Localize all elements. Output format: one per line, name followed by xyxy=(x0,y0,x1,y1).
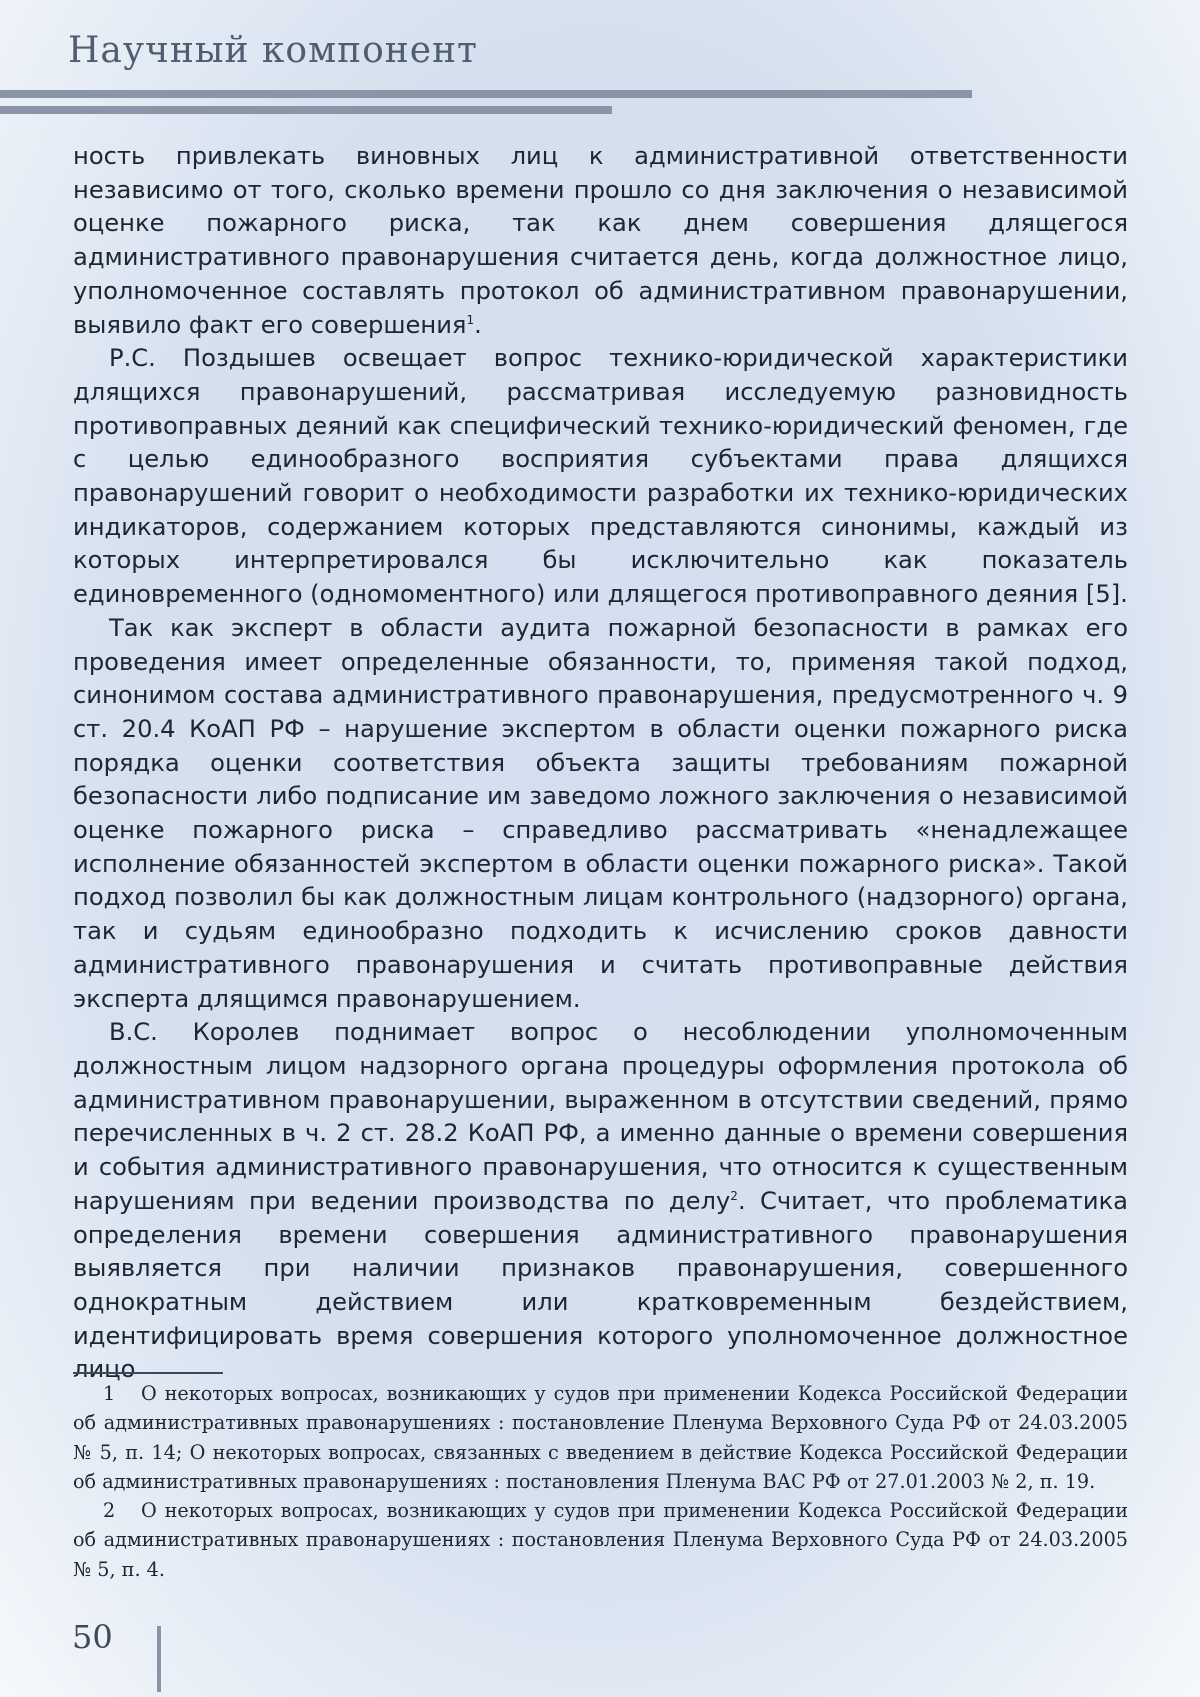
article-body xyxy=(73,140,1128,1387)
footnote-2 xyxy=(73,1496,1128,1584)
footnote-1 xyxy=(73,1379,1128,1496)
paragraph-text: . xyxy=(474,311,482,339)
footnote-text: О некоторых вопросах, возникающих у судов при применении Кодекса Российской Федерации об административных правонарушениях : постановления Пленума Верховного Суда РФ от 24.03.2005 № 5, п. 4. xyxy=(73,1499,1128,1581)
footnote-number: 1 xyxy=(103,1379,141,1408)
footnote-number: 2 xyxy=(103,1496,141,1525)
page-number: 50 xyxy=(72,1618,113,1656)
paragraph-text: ность привлекать виновных лиц к административной ответственности независимо от того, сколько времени прошло со дня заключения о независимой оценке пожарного риска, так как днем совершения длящегося административного правонарушения считается день, когда должностное лицо, уполномоченное составлять протокол об административном правонарушении, выявило факт его совершения xyxy=(73,142,1128,339)
paragraph-text: . Считает, что проблематика определения времени совершения административного правонарушения выявляется при наличии признаков правонарушения, совершенного однократным действием или кратковременным бездействием, идентифицировать время совершения которого уполномоченное должностное лицо xyxy=(73,1187,1128,1384)
page-number-bar xyxy=(157,1626,161,1692)
footnote-ref-1[interactable]: 1 xyxy=(466,312,474,326)
footnote-ref-2[interactable]: 2 xyxy=(730,1189,738,1203)
header-rule-long xyxy=(0,90,972,98)
section-title: Научный компонент xyxy=(68,30,478,71)
paragraph-1 xyxy=(73,140,1128,342)
footnote-divider xyxy=(73,1372,223,1374)
header-rule-short xyxy=(0,106,612,114)
footnotes xyxy=(73,1379,1128,1584)
paragraph-text: В.С. Королев поднимает вопрос о несоблюдении уполномоченным должностным лицом надзорного органа процедуры оформления протокола об административном правонарушении, выраженном в отсутствии сведений, прямо перечисленных в ч. 2 ст. 28.2 КоАП РФ, а именно данные о времени совершения и события административного правонарушения, что относится к существенным нарушениям при ведении производства по делу xyxy=(73,1018,1128,1215)
paragraph-4 xyxy=(73,1016,1128,1387)
footnote-text: О некоторых вопросах, возникающих у судов при применении Кодекса Российской Федерации об административных правонарушениях : постановление Пленума Верховного Суда РФ от 24.03.2005 № 5, п. 14; О некоторых вопросах, связанных с введением в действие Кодекса Российской Федерации об административных правонарушениях : постановления Пленума ВАС РФ от 27.01.2003 № 2, п. 19. xyxy=(73,1382,1128,1493)
paragraph-3: Так как эксперт в области аудита пожарной безопасности в рамках его проведения имеет определенные обязанности, то, применяя такой подход, синонимом состава административного правонарушения, предусмотренного ч. 9 ст. 20.4 КоАП РФ – нарушение экспертом в области оценки пожарного риска порядка оценки соответствия объекта защиты требованиям пожарной безопасности либо подписание им заведомо ложного заключения о независимой оценке пожарного риска – справедливо рассматривать «ненадлежащее исполнение обязанностей экспертом в области оценки пожарного риска». Такой подход позволил бы как должностным лицам контрольного (надзорного) органа, так и судьям единообразно подходить к исчислению сроков давности административного правонарушения и считать противоправные действия эксперта длящимся правонарушением. xyxy=(73,612,1128,1016)
paragraph-2: Р.С. Поздышев освещает вопрос технико-юридической характеристики длящихся правонарушений, рассматривая исследуемую разновидность противоправных деяний как специфический технико-юридический феномен, где с целью единообразного восприятия субъектами права длящихся правонарушений говорит о необходимости разработки их технико-юридических индикаторов, содержанием которых представляются синонимы, каждый из которых интерпретировался бы исключительно как показатель единовременного (одномоментного) или длящегося противоправного деяния [5]. xyxy=(73,342,1128,612)
